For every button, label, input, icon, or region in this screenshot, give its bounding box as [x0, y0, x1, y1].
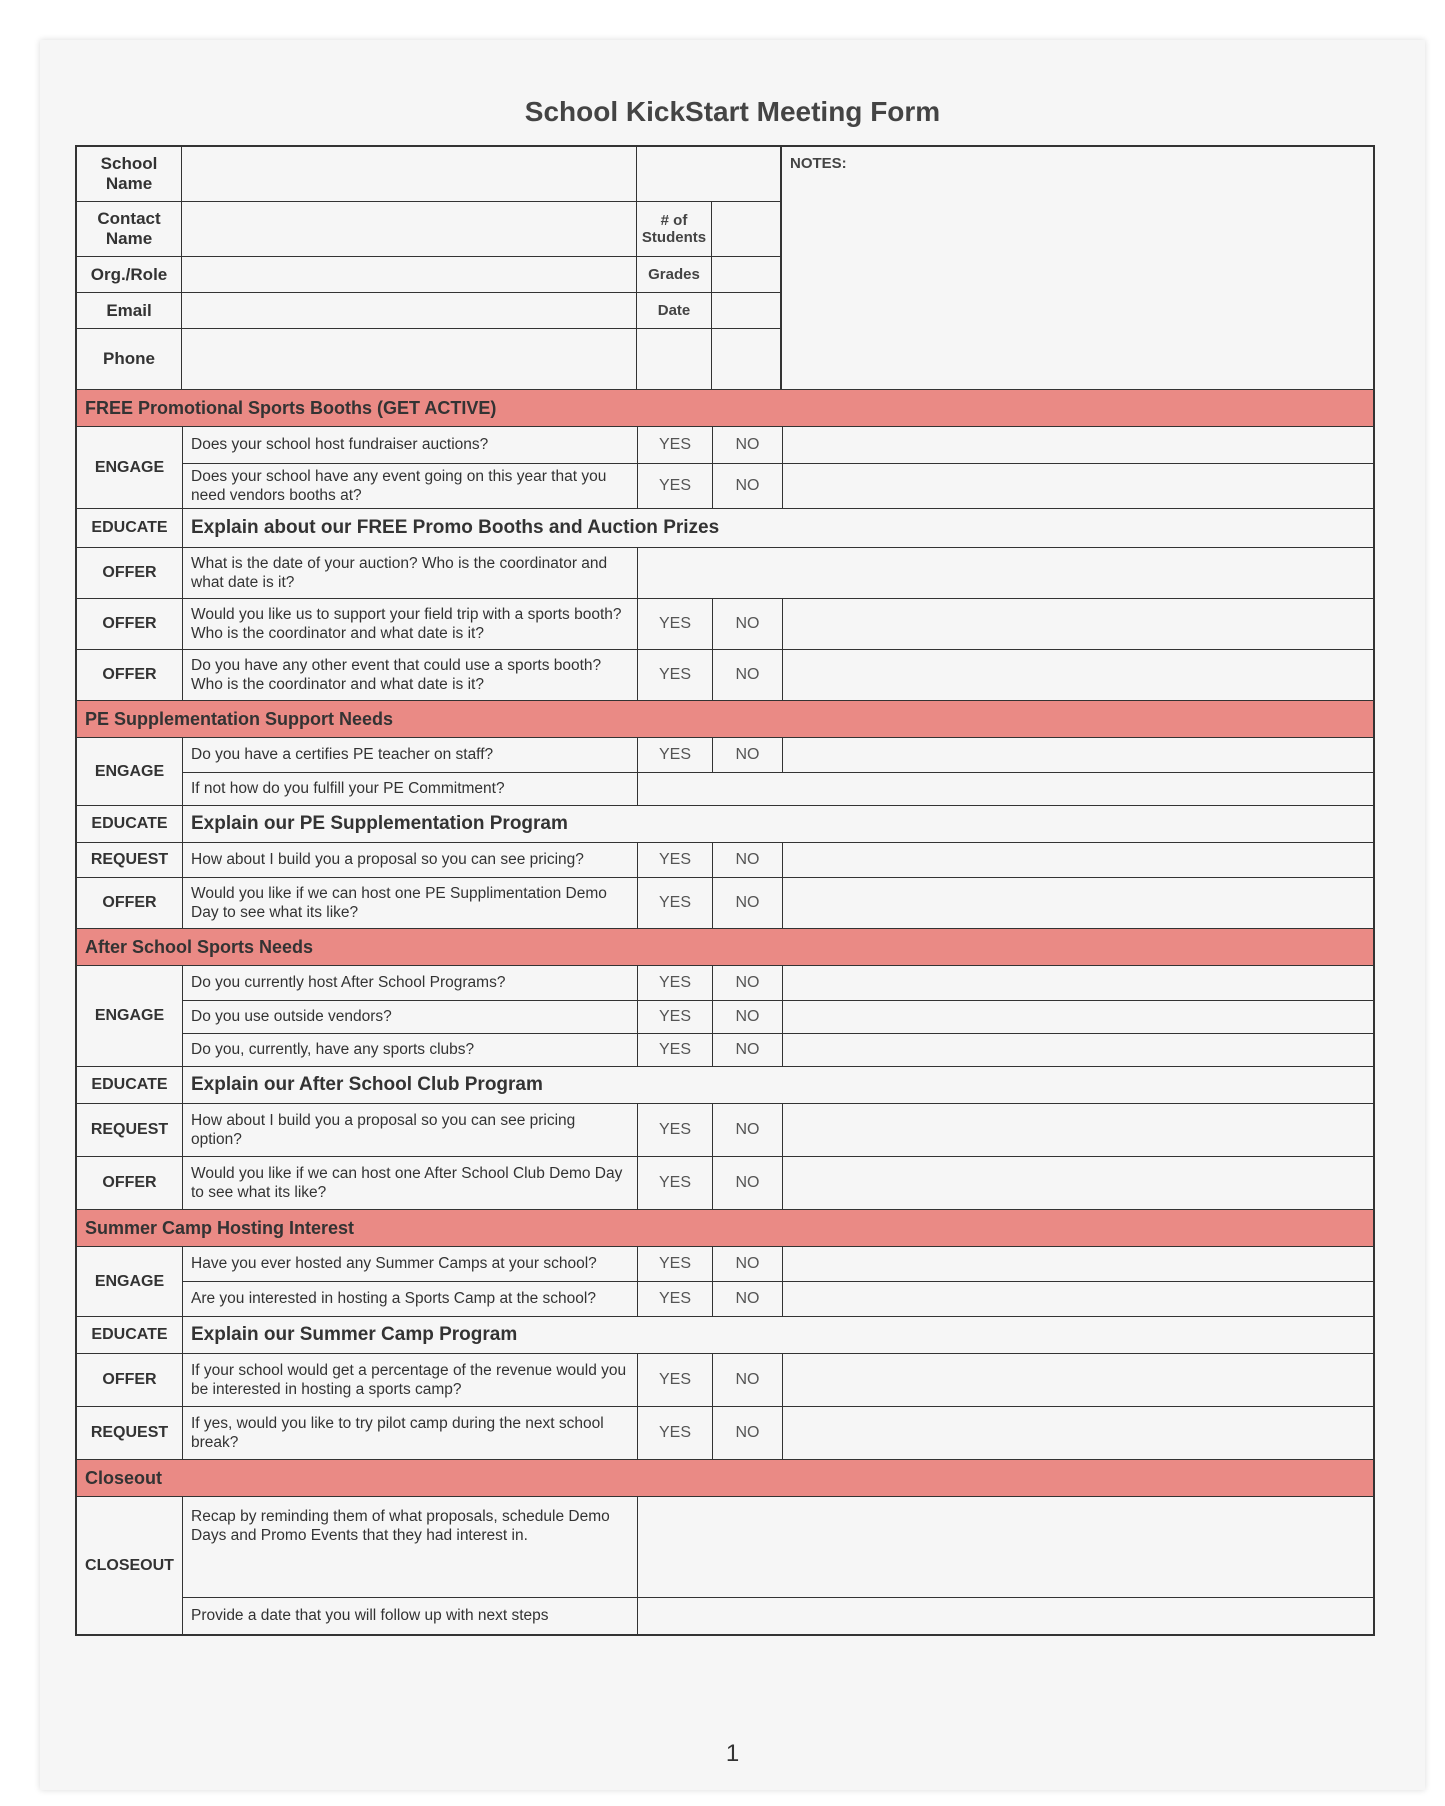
- email-field[interactable]: [182, 293, 637, 329]
- afterschool-q2-notes[interactable]: [783, 1001, 1373, 1033]
- summer-offer-notes[interactable]: [783, 1354, 1373, 1406]
- promo-q1-no[interactable]: NO: [713, 427, 783, 463]
- promo-engage-group: [75, 426, 1375, 508]
- closeout-label: CLOSEOUT: [77, 1497, 183, 1634]
- pe-request-no[interactable]: NO: [713, 843, 783, 877]
- afterschool-q1: Do you currently host After School Programs?: [183, 966, 638, 1000]
- summer-q2-no[interactable]: NO: [713, 1282, 783, 1316]
- email-label: Email: [77, 293, 182, 329]
- summer-offer-no[interactable]: NO: [713, 1354, 783, 1406]
- closeout-q1: Recap by reminding them of what proposals, schedule Demo Days and Promo Events that they had interest in.: [183, 1497, 638, 1597]
- summer-offer-group: [75, 1353, 1375, 1406]
- promo-q2-yes[interactable]: YES: [638, 464, 713, 508]
- section-header-pe: PE Supplementation Support Needs: [75, 700, 1375, 737]
- afterschool-educate-group: [75, 1066, 1375, 1103]
- summer-request-group: [75, 1406, 1375, 1459]
- section-header-promo: FREE Promotional Sports Booths (GET ACTIVE): [75, 389, 1375, 426]
- promo-offer2-text: Would you like us to support your field trip with a sports booth? Who is the coordinator and what date is it?: [183, 599, 638, 649]
- meta-bottom-blank-2: [712, 329, 782, 389]
- promo-educate-label: EDUCATE: [77, 509, 183, 547]
- summer-engage-label: ENGAGE: [77, 1247, 183, 1316]
- pe-offer-notes[interactable]: [783, 878, 1373, 928]
- pe-q2: If not how do you fulfill your PE Commitment?: [183, 773, 638, 805]
- promo-q2-notes[interactable]: [783, 464, 1373, 508]
- afterschool-request-yes[interactable]: YES: [638, 1104, 713, 1156]
- afterschool-offer-text: Would you like if we can host one After School Club Demo Day to see what its like?: [183, 1157, 638, 1209]
- promo-offer2-notes[interactable]: [783, 599, 1373, 649]
- promo-offer2-yes[interactable]: YES: [638, 599, 713, 649]
- afterschool-offer-no[interactable]: NO: [713, 1157, 783, 1209]
- pe-request-text: How about I build you a proposal so you can see pricing?: [183, 843, 638, 877]
- afterschool-request-text: How about I build you a proposal so you can see pricing option?: [183, 1104, 638, 1156]
- summer-offer-label: OFFER: [77, 1354, 183, 1406]
- promo-q2-no[interactable]: NO: [713, 464, 783, 508]
- afterschool-q3-yes[interactable]: YES: [638, 1034, 713, 1066]
- pe-request-yes[interactable]: YES: [638, 843, 713, 877]
- pe-engage-label: ENGAGE: [77, 738, 183, 805]
- afterschool-offer-notes[interactable]: [783, 1157, 1373, 1209]
- afterschool-q1-yes[interactable]: YES: [638, 966, 713, 1000]
- org-role-field[interactable]: [182, 257, 637, 293]
- students-field[interactable]: [712, 202, 782, 257]
- contact-name-field[interactable]: [182, 202, 637, 257]
- afterschool-request-no[interactable]: NO: [713, 1104, 783, 1156]
- section-header-closeout: Closeout: [75, 1459, 1375, 1496]
- pe-offer-yes[interactable]: YES: [638, 878, 713, 928]
- summer-engage-group: [75, 1246, 1375, 1316]
- promo-engage-label: ENGAGE: [77, 427, 183, 508]
- afterschool-q3-no[interactable]: NO: [713, 1034, 783, 1066]
- promo-offer2-no[interactable]: NO: [713, 599, 783, 649]
- pe-educate-text: Explain our PE Supplementation Program: [191, 813, 568, 835]
- phone-label: Phone: [77, 329, 182, 389]
- summer-q2-notes[interactable]: [783, 1282, 1373, 1316]
- afterschool-q2-no[interactable]: NO: [713, 1001, 783, 1033]
- closeout-q2: Provide a date that you will follow up with next steps: [183, 1598, 638, 1634]
- promo-offer2-group: [75, 598, 1375, 649]
- pe-q1-notes[interactable]: [783, 738, 1373, 772]
- pe-educate-group: [75, 805, 1375, 842]
- closeout-group: [75, 1496, 1375, 1636]
- summer-educate-group: [75, 1316, 1375, 1353]
- afterschool-educate-label: EDUCATE: [77, 1067, 183, 1103]
- page-number: 1: [725, 1740, 740, 1767]
- summer-offer-text: If your school would get a percentage of the revenue would you be interested in hosting a sports camp?: [183, 1354, 638, 1406]
- summer-request-yes[interactable]: YES: [638, 1407, 713, 1459]
- meta-bottom-blank: [637, 329, 712, 389]
- notes-area[interactable]: [782, 147, 1373, 389]
- promo-offer3-group: [75, 649, 1375, 700]
- section-header-afterschool: After School Sports Needs: [75, 928, 1375, 965]
- afterschool-q2-yes[interactable]: YES: [638, 1001, 713, 1033]
- promo-offer3-no[interactable]: NO: [713, 650, 783, 700]
- promo-educate-text: Explain about our FREE Promo Booths and Auction Prizes: [191, 517, 720, 539]
- notes-label: NOTES:: [790, 155, 847, 172]
- afterschool-offer-yes[interactable]: YES: [638, 1157, 713, 1209]
- contact-name-label: Contact Name: [77, 202, 182, 257]
- afterschool-q2: Do you use outside vendors?: [183, 1001, 638, 1033]
- afterschool-q3: Do you, currently, have any sports clubs?: [183, 1034, 638, 1066]
- school-info-block: [75, 145, 1375, 389]
- meta-top-blank: [637, 147, 782, 202]
- date-field[interactable]: [712, 293, 782, 329]
- pe-offer-group: [75, 877, 1375, 928]
- pe-q1-no[interactable]: NO: [713, 738, 783, 772]
- form-title: School KickStart Meeting Form: [524, 96, 941, 127]
- afterschool-q1-no[interactable]: NO: [713, 966, 783, 1000]
- afterschool-engage-label: ENGAGE: [77, 966, 183, 1066]
- afterschool-q1-notes[interactable]: [783, 966, 1373, 1000]
- date-label: Date: [637, 293, 712, 329]
- promo-offer1-answer[interactable]: [638, 548, 1373, 598]
- closeout-q1-answer[interactable]: [638, 1497, 1373, 1597]
- closeout-q2-answer[interactable]: [638, 1598, 1373, 1634]
- promo-educate-group: [75, 508, 1375, 547]
- phone-field[interactable]: [182, 329, 637, 389]
- meeting-form: [75, 145, 1375, 1636]
- pe-q1: Do you have a certifies PE teacher on staff?: [183, 738, 638, 772]
- summer-request-label: REQUEST: [77, 1407, 183, 1459]
- summer-offer-yes[interactable]: YES: [638, 1354, 713, 1406]
- summer-q2: Are you interested in hosting a Sports Camp at the school?: [183, 1282, 638, 1316]
- grades-field[interactable]: [712, 257, 782, 293]
- summer-q1: Have you ever hosted any Summer Camps at your school?: [183, 1247, 638, 1281]
- promo-offer1-text: What is the date of your auction? Who is the coordinator and what date is it?: [183, 548, 638, 598]
- pe-request-group: [75, 842, 1375, 877]
- pe-request-notes[interactable]: [783, 843, 1373, 877]
- pe-offer-text: Would you like if we can host one PE Supplimentation Demo Day to see what its like?: [183, 878, 638, 928]
- promo-offer1-label: OFFER: [77, 548, 183, 598]
- promo-q1-notes[interactable]: [783, 427, 1373, 463]
- pe-educate-label: EDUCATE: [77, 806, 183, 842]
- school-name-label: School Name: [77, 147, 182, 202]
- promo-offer1-group: [75, 547, 1375, 598]
- afterschool-request-group: [75, 1103, 1375, 1156]
- pe-offer-no[interactable]: NO: [713, 878, 783, 928]
- summer-q1-no[interactable]: NO: [713, 1247, 783, 1281]
- afterschool-request-notes[interactable]: [783, 1104, 1373, 1156]
- afterschool-request-label: REQUEST: [77, 1104, 183, 1156]
- paper-sheet: [40, 40, 1425, 1790]
- promo-offer3-text: Do you have any other event that could use a sports booth? Who is the coordinator and what date is it?: [183, 650, 638, 700]
- grades-label: Grades: [637, 257, 712, 293]
- pe-request-label: REQUEST: [77, 843, 183, 877]
- summer-q1-notes[interactable]: [783, 1247, 1373, 1281]
- afterschool-engage-group: [75, 965, 1375, 1066]
- school-name-field[interactable]: [182, 147, 637, 202]
- promo-offer2-label: OFFER: [77, 599, 183, 649]
- afterschool-offer-group: [75, 1156, 1375, 1209]
- pe-q2-answer[interactable]: [638, 773, 1373, 805]
- pe-q1-yes[interactable]: YES: [638, 738, 713, 772]
- afterschool-offer-label: OFFER: [77, 1157, 183, 1209]
- summer-educate-label: EDUCATE: [77, 1317, 183, 1353]
- summer-q2-yes[interactable]: YES: [638, 1282, 713, 1316]
- summer-request-no[interactable]: NO: [713, 1407, 783, 1459]
- summer-request-notes[interactable]: [783, 1407, 1373, 1459]
- section-header-summer: Summer Camp Hosting Interest: [75, 1209, 1375, 1246]
- promo-offer3-label: OFFER: [77, 650, 183, 700]
- summer-educate-text: Explain our Summer Camp Program: [191, 1324, 518, 1346]
- students-label: # of Students: [637, 202, 712, 257]
- pe-offer-label: OFFER: [77, 878, 183, 928]
- promo-q2: Does your school have any event going on this year that you need vendors booths at?: [183, 464, 638, 508]
- org-role-label: Org./Role: [77, 257, 182, 293]
- pe-engage-group: [75, 737, 1375, 805]
- promo-q1-yes[interactable]: YES: [638, 427, 713, 463]
- summer-q1-yes[interactable]: YES: [638, 1247, 713, 1281]
- promo-q1: Does your school host fundraiser auctions?: [183, 427, 638, 463]
- promo-offer3-yes[interactable]: YES: [638, 650, 713, 700]
- promo-offer3-notes[interactable]: [783, 650, 1373, 700]
- summer-request-text: If yes, would you like to try pilot camp during the next school break?: [183, 1407, 638, 1459]
- afterschool-educate-text: Explain our After School Club Program: [191, 1074, 543, 1096]
- afterschool-q3-notes[interactable]: [783, 1034, 1373, 1066]
